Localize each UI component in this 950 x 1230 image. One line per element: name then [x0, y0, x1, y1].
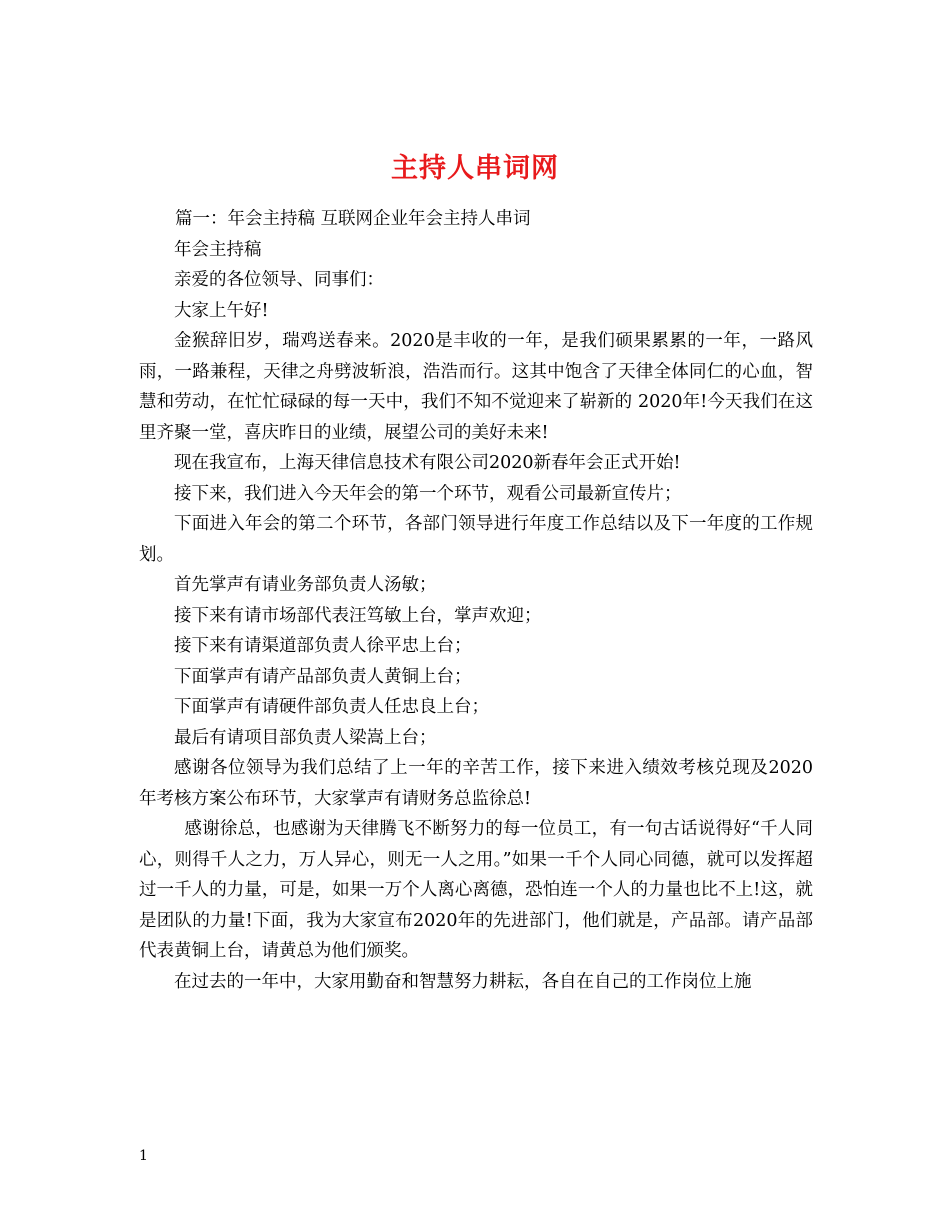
paragraph: 亲爱的各位领导、同事们： — [174, 270, 384, 290]
section-heading: 篇一：年会主持稿 互联网企业年会主持人串词 — [175, 209, 531, 229]
paragraph: 最后有请项目部负责人梁嵩上台； — [174, 727, 437, 748]
paragraph: 下面进入年会的第二个环节，各部门领导进行年度工作总结以及下一年度的工作规划。 — [139, 514, 813, 565]
document-body — [139, 204, 813, 997]
page-number: 1 — [139, 1148, 148, 1164]
paragraph: 接下来，我们进入今天年会的第一个环节，观看公司最新宣传片； — [174, 483, 682, 504]
paragraph: 感谢各位领导为我们总结了上一年的辛苦工作，接下来进入绩效考核兑现及2020年考核方案公布环节，大家掌声有请财务总监徐总! — [139, 758, 813, 809]
paragraph: 感谢徐总，也感谢为天律腾飞不断努力的每一位员工，有一句古话说得好“千人同心，则得千人之力，万人异心，则无一人之用。”如果一千个人同心同德，就可以发挥超过一千人的力量，可是，如果一万个人离心离德，恐怕连一个人的力量也比不上!这，就是团队的力量!下面，我为大家宣布2020年的先进部门，他们就是，产品部。请产品部代表黄铜上台，请黄总为他们颁奖。 — [139, 819, 813, 961]
paragraph: 下面掌声有请硬件部负责人任忠良上台； — [174, 697, 489, 717]
paragraph: 下面掌声有请产品部负责人黄铜上台； — [174, 666, 472, 687]
paragraph: 年会主持稿 — [174, 239, 262, 260]
document-title: 主持人串词网 — [391, 153, 559, 185]
paragraph: 首先掌声有请业务部负责人汤敏； — [174, 575, 437, 595]
paragraph: 金猴辞旧岁，瑞鸡送春来。2020是丰收的一年，是我们硕果累累的一年，一路风雨，一路兼程，天律之舟劈波斩浪，浩浩而行。这其中饱含了天律全体同仁的心血，智慧和劳动，在忙忙碌碌的每一天中，我们不知不觉迎来了崭新的 2020年!今天我们在这里齐聚一堂，喜庆昨日的业绩，展望公司的美好未来! — [139, 331, 813, 443]
paragraph: 在过去的一年中，大家用勤奋和智慧努力耕耘，各自在自己的工作岗位上施 — [174, 971, 752, 992]
paragraph: 大家上午好! — [174, 300, 269, 321]
paragraph: 现在我宣布，上海天律信息技术有限公司2020新春年会正式开始! — [174, 453, 681, 473]
paragraph: 接下来有请市场部代表汪笃敏上台，掌声欢迎； — [174, 605, 542, 626]
paragraph: 接下来有请渠道部负责人徐平忠上台； — [174, 636, 472, 656]
